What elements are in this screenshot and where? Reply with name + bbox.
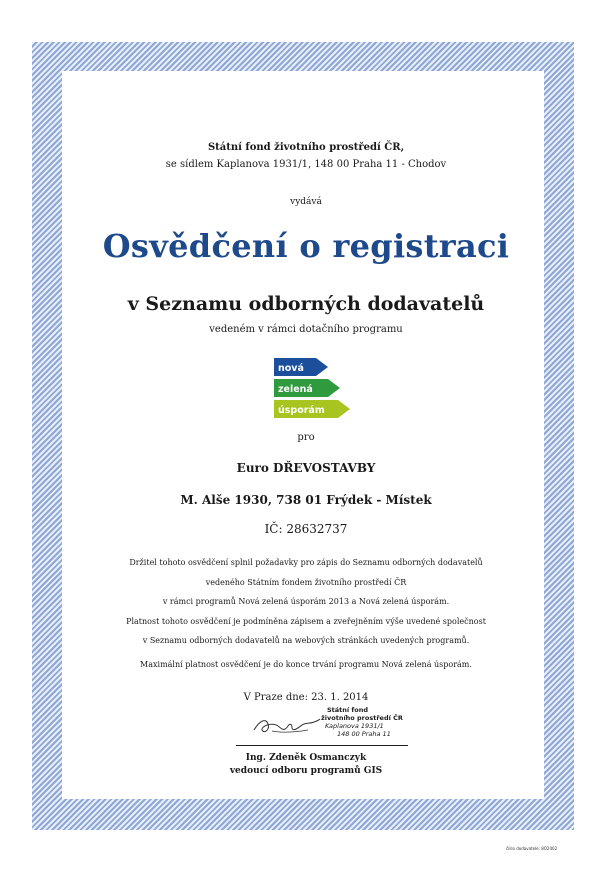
company-name: Euro DŘEVOSTAVBY: [236, 461, 376, 475]
signer-name: Ing. Zdeněk Osmanczyk: [245, 753, 367, 763]
logo-word-usporam: úsporám: [278, 405, 325, 416]
statement-line: Držitel tohoto osvědčení splnil požadavky pro zápis do Seznamu odborných dodavatelů: [129, 558, 483, 567]
stamp-line: Státní fond: [327, 706, 368, 714]
statement-line: v Seznamu odborných dodavatelů na webových stránkách uvedených programů.: [142, 636, 470, 646]
for-label: pro: [297, 432, 315, 443]
signer-role: vedoucí odboru programů GIS: [229, 766, 383, 776]
statement-line: Platnost tohoto osvědčení je podmíněna zápisem a zveřejněním výše uvedené společnost: [126, 616, 486, 626]
logo-word-nova: nová: [278, 363, 304, 374]
company-id: IČ: 28632737: [264, 522, 348, 536]
program-intro: vedeném v rámci dotačního programu: [209, 324, 403, 335]
document-number: číslo dodavatele: 8O2402: [506, 846, 558, 851]
official-stamp: [321, 706, 403, 738]
statement-line: v rámci programů Nová zelená úsporám 2013 a Nová zelená úsporám.: [162, 597, 450, 607]
certificate-subtitle: v Seznamu odborných dodavatelů: [127, 293, 485, 315]
nova-zelena-usporam-logo: [274, 358, 354, 422]
issues-label: vydává: [290, 197, 322, 207]
certificate-title: Osvědčení o registraci: [102, 227, 510, 265]
company-address: M. Alše 1930, 738 01 Frýdek - Místek: [180, 493, 432, 507]
signature-line: [236, 745, 408, 746]
statement-line: vedeného Státním fondem životního prostředí ČR: [205, 577, 407, 587]
issuer-name: Státní fond životního prostředí ČR,: [207, 142, 405, 153]
handwritten-signature: [252, 712, 322, 744]
stamp-line: 148 00 Praha 11: [337, 730, 391, 738]
certificate-statement: [0, 553, 612, 651]
issuer-address: se sídlem Kaplanova 1931/1, 148 00 Praha 11 - Chodov: [165, 159, 447, 170]
logo-word-zelena: zelená: [278, 384, 313, 395]
stamp-line: Kaplanova 1931/1: [325, 722, 384, 730]
place-and-date: V Praze dne: 23. 1. 2014: [243, 692, 369, 703]
stamp-line: životního prostředí ČR: [321, 714, 403, 722]
validity-note: Maximální platnost osvědčení je do konce trvání programu Nová zelená úsporám.: [140, 660, 472, 669]
